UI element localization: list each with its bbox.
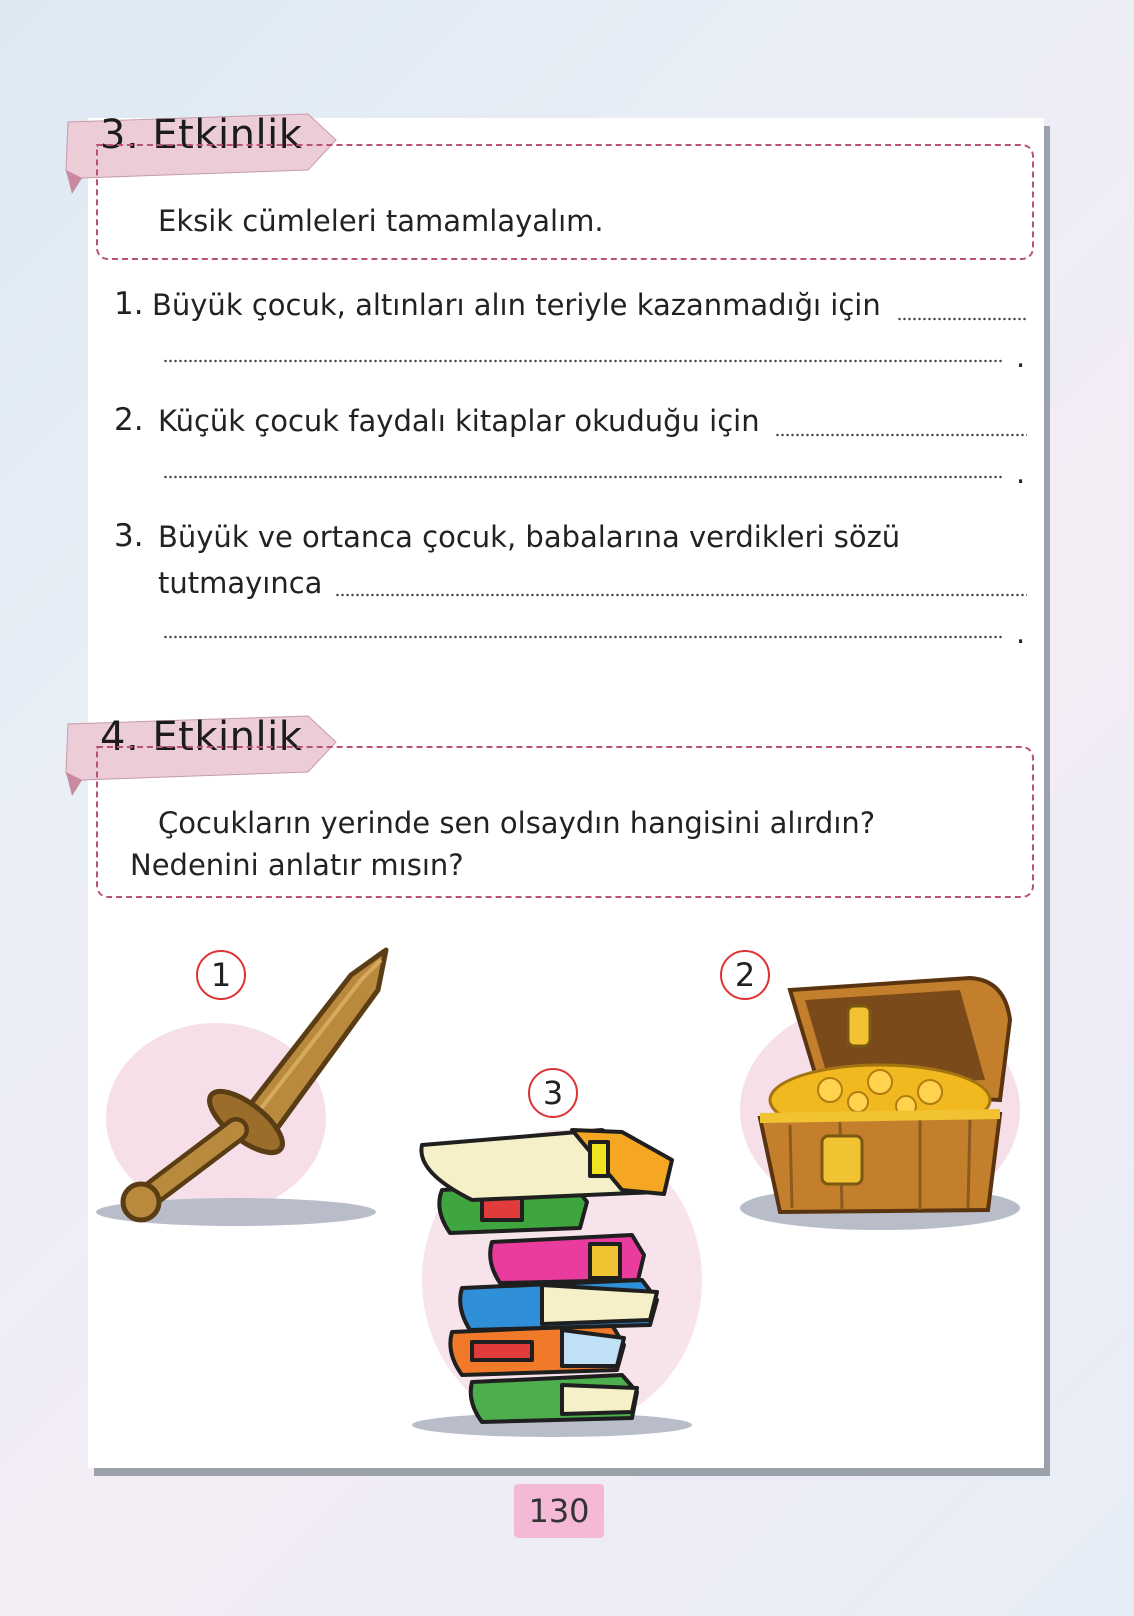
question3-period: .: [1016, 616, 1026, 650]
book-stack-icon[interactable]: [412, 1120, 712, 1444]
activity3-title: 3. Etkinlik: [100, 112, 303, 158]
question3-text: Büyük ve ortanca çocuk, babalarına verdikleri sözü: [158, 520, 901, 554]
question1-text: Büyük çocuk, altınları alın teriyle kazanmadığı için: [152, 288, 881, 322]
activity4-title: 4. Etkinlik: [100, 714, 303, 760]
question3-text-line2: tutmayınca: [158, 566, 323, 600]
question2-period: .: [1016, 456, 1026, 490]
activity3-instruction: Eksik cümleleri tamamlayalım.: [158, 204, 604, 238]
question2-number: 2.: [114, 402, 144, 438]
option1-number: 1: [196, 950, 246, 1000]
page-number: 130: [514, 1484, 604, 1538]
activity3-instruction-box: [96, 144, 1034, 260]
option3-number: 3: [528, 1068, 578, 1118]
question2-answer-line-2[interactable]: [163, 474, 1003, 480]
question1-number: 1.: [114, 286, 144, 322]
question2-answer-line[interactable]: [775, 432, 1027, 438]
treasure-chest-icon[interactable]: [730, 950, 1030, 1244]
activity4-instruction-line2: Nedenini anlatır mısın?: [130, 848, 464, 882]
question2-text: Küçük çocuk faydalı kitaplar okuduğu için: [158, 404, 760, 438]
question1-answer-line-2[interactable]: [163, 358, 1003, 364]
wooden-sword-icon[interactable]: [96, 930, 396, 1234]
question3-answer-line[interactable]: [335, 592, 1027, 598]
question1-answer-line[interactable]: [897, 316, 1027, 322]
question3-answer-line-2[interactable]: [163, 634, 1003, 640]
activity4-instruction-line1: Çocukların yerinde sen olsaydın hangisini alırdın?: [158, 806, 876, 840]
option2-number: 2: [720, 950, 770, 1000]
question1-period: .: [1016, 340, 1026, 374]
question3-number: 3.: [114, 518, 144, 554]
